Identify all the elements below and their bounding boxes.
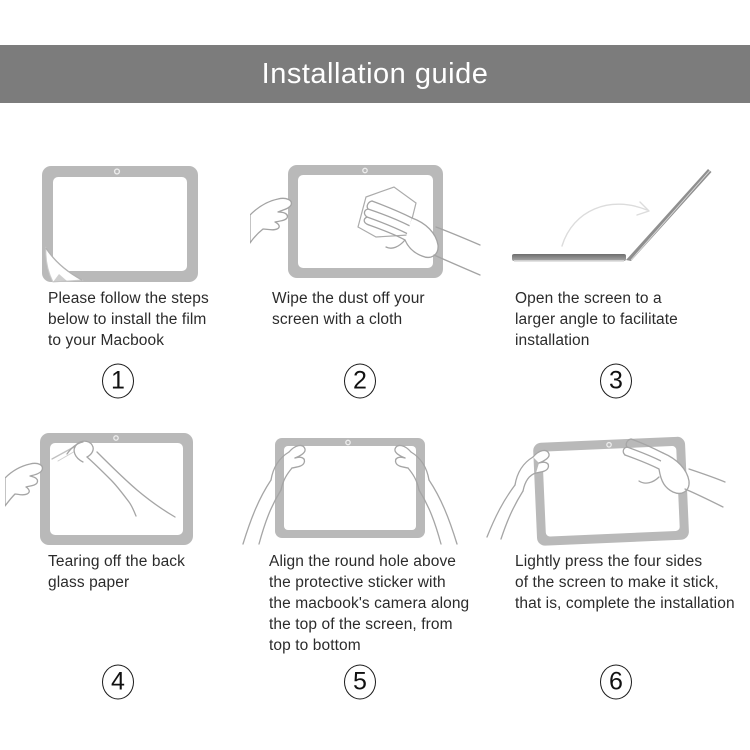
caption-line: the macbook's camera along <box>269 595 470 612</box>
macbook-screen-icon <box>40 433 193 545</box>
step-1-illustration <box>40 163 200 285</box>
step-4-illustration <box>5 428 205 550</box>
caption-line: installation <box>515 332 590 349</box>
caption-line: Lightly press the four sides <box>515 553 703 570</box>
header-banner <box>0 45 750 103</box>
step-3-illustration <box>505 160 720 270</box>
step-4-number-badge <box>102 665 134 700</box>
step-6-caption <box>515 551 735 614</box>
step-number: 2 <box>353 366 367 395</box>
caption-line: Please follow the steps <box>48 290 209 307</box>
caption-line: Align the round hole above <box>269 553 457 570</box>
step-3-number-badge <box>600 364 632 399</box>
step-2-illustration <box>250 163 485 283</box>
laptop-side-icon <box>512 169 712 262</box>
left-hand-icon <box>250 198 291 243</box>
step-1-caption <box>48 288 209 351</box>
step-6-illustration <box>485 425 730 547</box>
step-5-caption <box>269 551 469 656</box>
caption-line: to your Macbook <box>48 332 165 349</box>
caption-line: Tearing off the back <box>48 553 185 570</box>
caption-line: top to bottom <box>269 637 361 654</box>
step-number: 4 <box>111 667 125 696</box>
step-6-number-badge <box>600 665 632 700</box>
caption-line: glass paper <box>48 574 130 591</box>
step-3-caption <box>515 288 678 351</box>
left-hand-icon <box>5 463 42 506</box>
step-2-caption <box>272 288 425 330</box>
step-2-number-badge <box>344 364 376 399</box>
laptop-base-icon <box>512 254 626 261</box>
caption-line: the top of the screen, from <box>269 616 453 633</box>
caption-line: the protective sticker with <box>269 574 446 591</box>
step-5-illustration <box>237 430 472 545</box>
step-number: 6 <box>609 667 623 696</box>
macbook-screen-icon <box>533 436 689 546</box>
step-number: 1 <box>111 366 125 395</box>
step-4-caption <box>48 551 185 593</box>
step-1-number-badge <box>102 364 134 399</box>
caption-line: of the screen to make it stick, <box>515 574 719 591</box>
step-number: 3 <box>609 366 623 395</box>
step-5-number-badge <box>344 665 376 700</box>
macbook-screen-icon <box>42 166 198 282</box>
caption-line: below to install the film <box>48 311 207 328</box>
open-direction-arrow-icon <box>562 202 649 246</box>
caption-line: screen with a cloth <box>272 311 403 328</box>
caption-line: larger angle to facilitate <box>515 311 678 328</box>
caption-line: that is, complete the installation <box>515 595 735 612</box>
caption-line: Open the screen to a <box>515 290 662 307</box>
step-number: 5 <box>353 667 367 696</box>
page-title: Installation guide <box>261 57 489 90</box>
caption-line: Wipe the dust off your <box>272 290 425 307</box>
